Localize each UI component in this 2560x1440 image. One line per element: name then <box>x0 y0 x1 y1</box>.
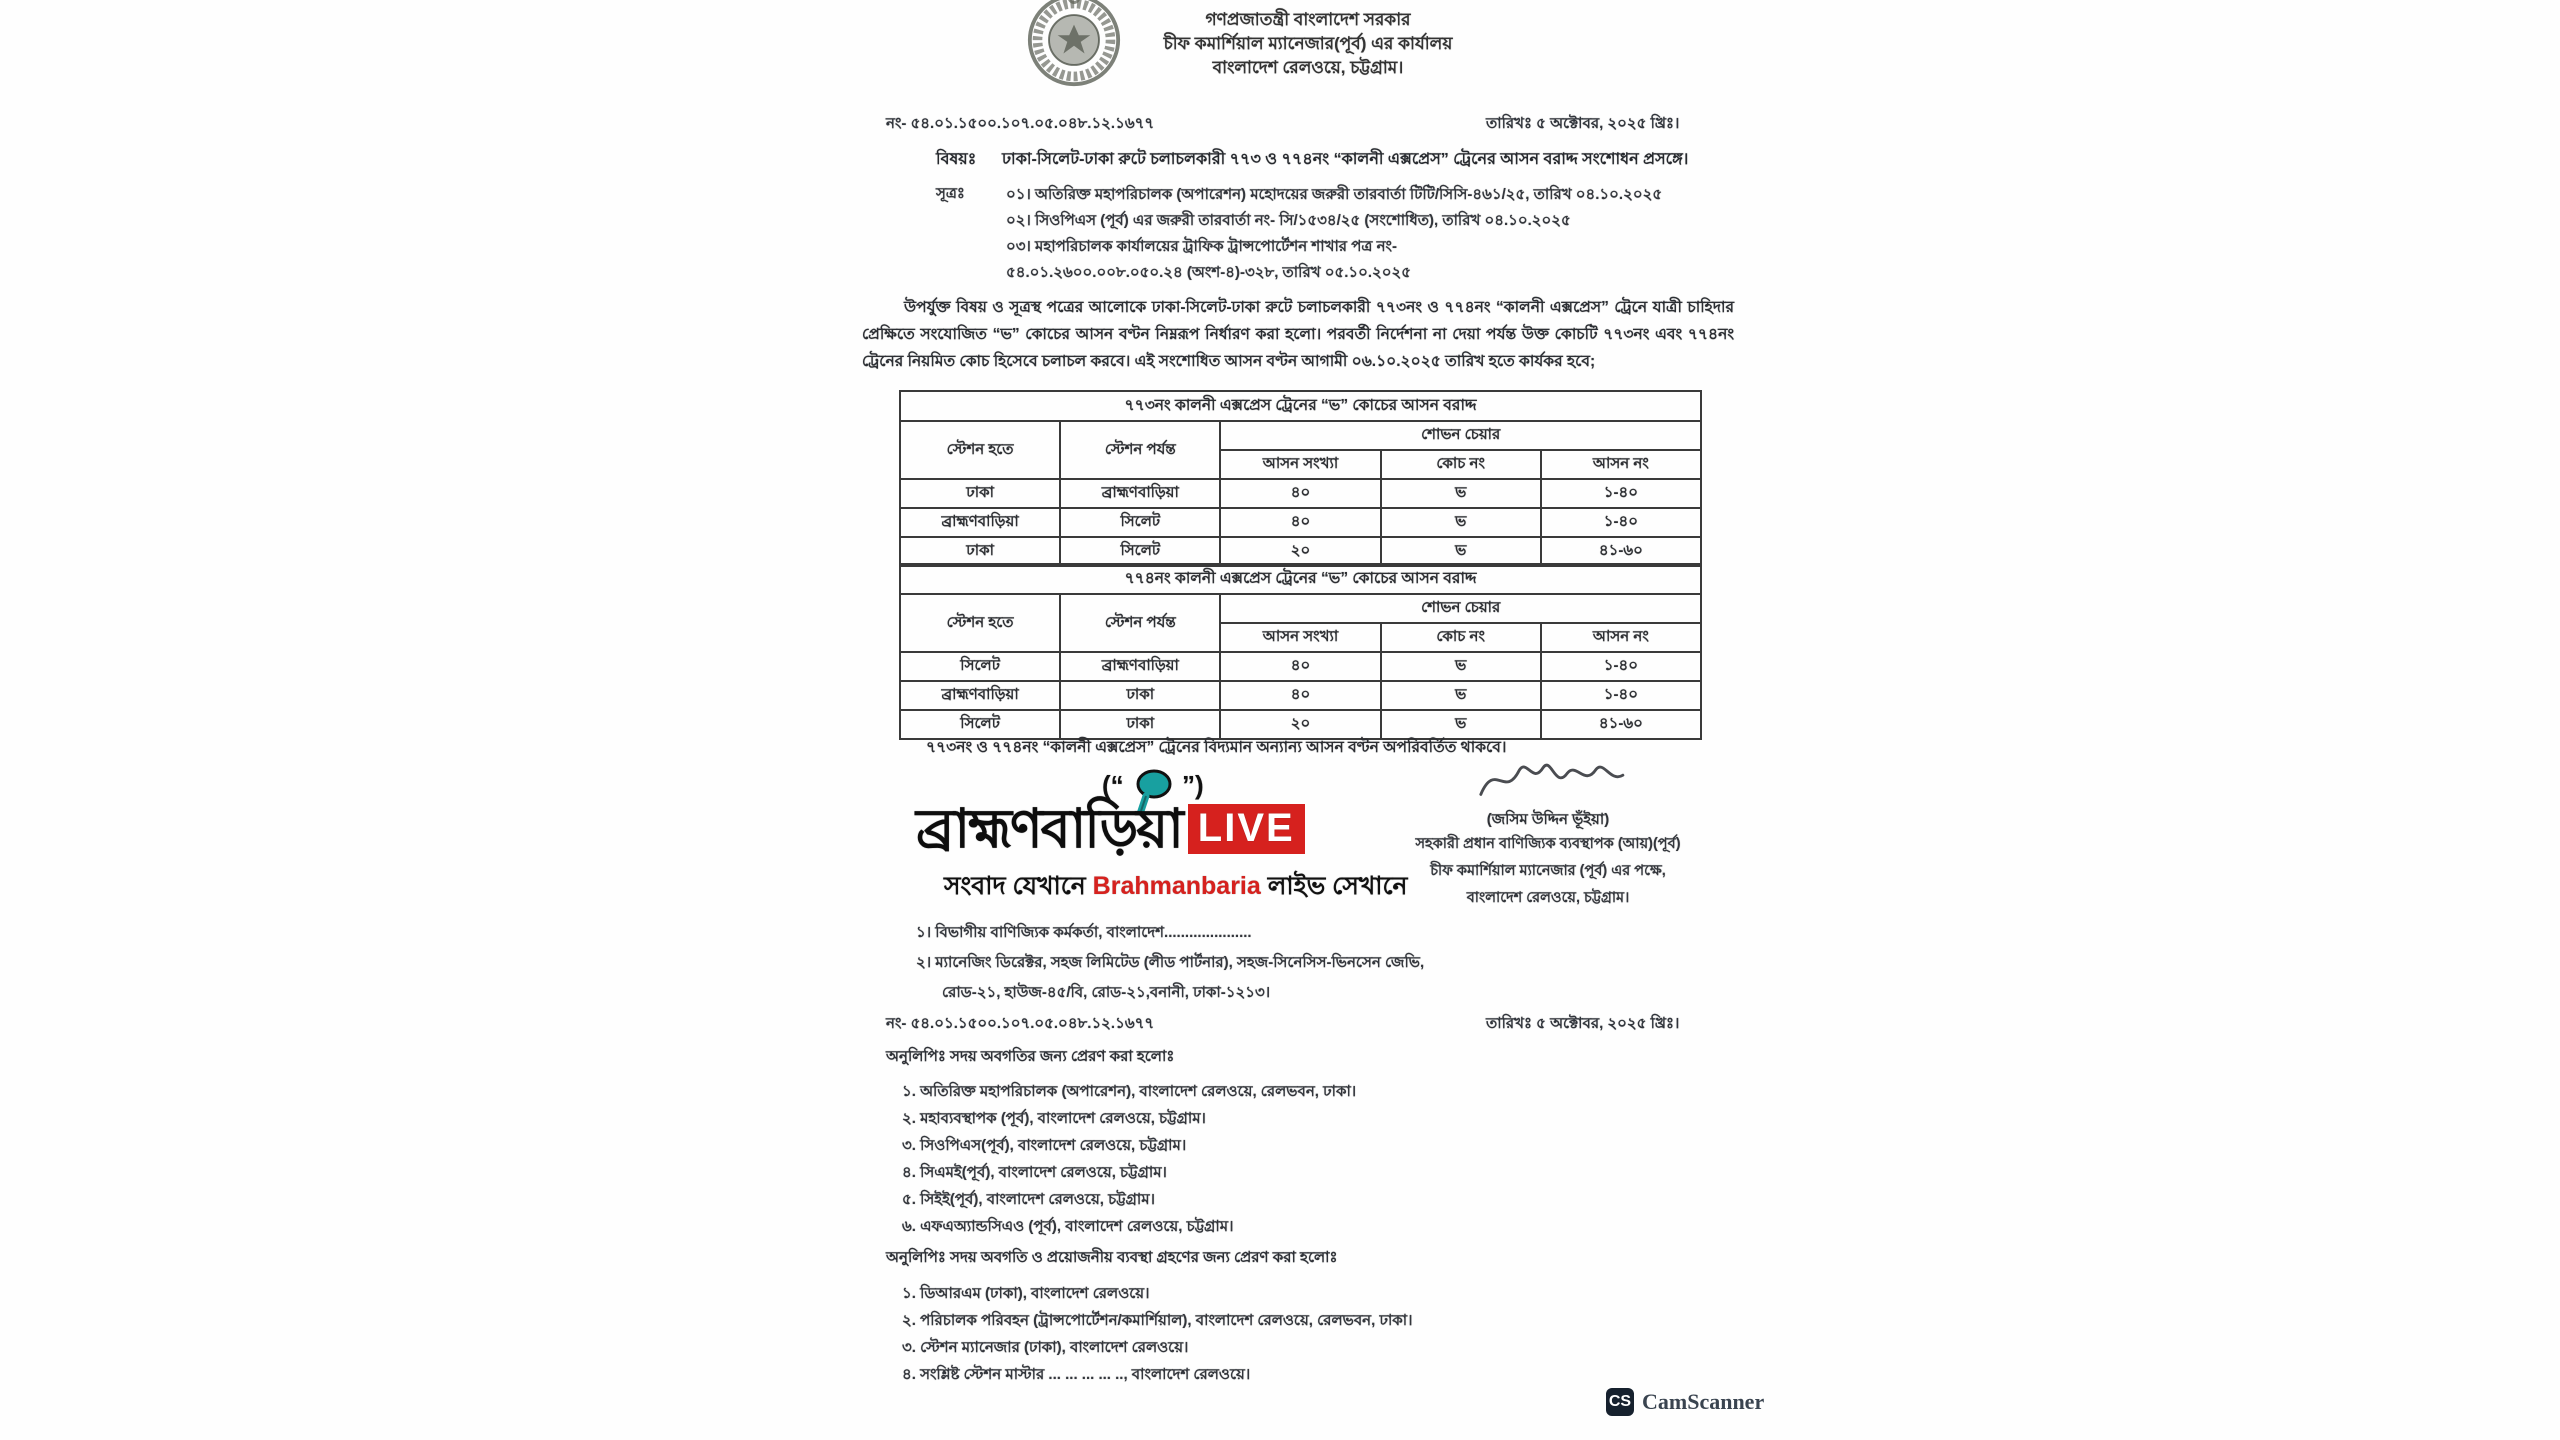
table-row <box>900 681 1701 710</box>
col-header-seats: আসন সংখ্যা <box>1220 450 1380 479</box>
cell-seatno: ৪১-৬০ <box>1541 710 1701 739</box>
letterhead-line2: চীফ কমার্শিয়াল ম্যানেজার(পূর্ব) এর কার্যালয় <box>1163 34 1453 53</box>
tagline-part: লাইভ সেখানে <box>1260 872 1408 900</box>
col-header-group: শোভন চেয়ার <box>1220 594 1701 623</box>
letterhead-line3: বাংলাদেশ রেলওয়ে, চট্টগ্রাম। <box>1212 58 1404 77</box>
table-row <box>900 508 1701 537</box>
camscanner-badge-icon: CS <box>1606 1388 1634 1416</box>
col-header-from: স্টেশন হতে <box>900 421 1060 479</box>
col-header-group: শোভন চেয়ার <box>1220 421 1701 450</box>
tagline-part: সংবাদ যেখানে <box>944 872 1093 900</box>
signer-title-3: বাংলাদেশ রেলওয়ে, চট্টগ্রাম। <box>1466 890 1630 906</box>
col-header-to: স্টেশন পর্যন্ত <box>1060 594 1220 652</box>
col-header-coach: কোচ নং <box>1381 623 1541 652</box>
table-row <box>900 479 1701 508</box>
signer-title-2: চীফ কমার্শিয়াল ম্যানেজার (পূর্ব) এর পক্ষে, <box>1430 863 1666 879</box>
copy-item: ১. অতিরিক্ত মহাপরিচালক (অপারেশন), বাংলাদেশ রেলওয়ে, রেলভবন, ঢাকা। <box>902 1083 1357 1100</box>
cell-seats: ৪০ <box>1220 652 1380 681</box>
cell-to: ব্রাহ্মণবাড়িয়া <box>1060 479 1220 508</box>
cell-coach: ভ <box>1381 537 1541 566</box>
cell-from: ঢাকা <box>900 479 1060 508</box>
cell-seatno: ১-৪০ <box>1541 508 1701 537</box>
copy-item: ৪. সিএমই(পূর্ব), বাংলাদেশ রেলওয়ে, চট্টগ্রাম। <box>902 1164 1167 1181</box>
memo-number: নং- ৫৪.০১.১৫০০.১০৭.০৫.০৪৮.১২.১৬৭৭ <box>886 115 1155 132</box>
cell-to: ব্রাহ্মণবাড়িয়া <box>1060 652 1220 681</box>
table-row <box>900 537 1701 566</box>
cell-from: সিলেট <box>900 652 1060 681</box>
signature-scrawl-icon <box>1452 756 1644 804</box>
camscanner-watermark <box>1606 1388 1764 1416</box>
distribution-item: ২। ম্যানেজিং ডিরেক্টর, সহজ লিমিটেড (লীড পার্টনার), সহজ-সিনেসিস-ভিনসেন জেভি, <box>916 954 1425 971</box>
copy-item: ২. পরিচালক পরিবহন (ট্রান্সপোর্টেশন/কমার্শিয়াল), বাংলাদেশ রেলওয়ে, রেলভবন, ঢাকা। <box>902 1312 1413 1329</box>
cell-from: ব্রাহ্মণবাড়িয়া <box>900 508 1060 537</box>
cell-seatno: ১-৪০ <box>1541 479 1701 508</box>
col-header-coach: কোচ নং <box>1381 450 1541 479</box>
distribution-list <box>916 918 1716 1008</box>
table-row <box>900 652 1701 681</box>
col-header-from: স্টেশন হতে <box>900 594 1060 652</box>
copies1-label: অনুলিপিঃ সদয় অবগতির জন্য প্রেরণ করা হলোঃ <box>886 1048 1175 1065</box>
logo-wordmark: ব্রাহ্মণবাড়িয়া <box>916 799 1182 859</box>
cell-seats: ৪০ <box>1220 508 1380 537</box>
reference-block <box>936 182 1716 286</box>
subject-row <box>936 146 1716 173</box>
copy-item: ৩. স্টেশন ম্যানেজার (ঢাকা), বাংলাদেশ রেলওয়ে। <box>902 1339 1189 1356</box>
signer-name: (জসিম উদ্দিন ভূঁইয়া) <box>1486 811 1610 828</box>
cell-coach: ভ <box>1381 681 1541 710</box>
reference-item: ০৩। মহাপরিচালক কার্যালয়ের ট্রাফিক ট্রান্সপোর্টেশন শাখার পত্র নং- <box>1006 238 1397 255</box>
reference-item: ৫৪.০১.২৬০০.০০৮.০৫০.২৪ (অংশ-৪)-৩২৮, তারিখ ০৫.১০.২০২৫ <box>1006 264 1412 281</box>
col-header-seatno: আসন নং <box>1541 623 1701 652</box>
brahmanbaria-live-logo <box>916 770 1408 910</box>
cell-seats: ২০ <box>1220 710 1380 739</box>
table-title: ৭৭৩নং কালনী এক্সপ্রেস ট্রেনের “ভ” কোচের আসন বরাদ্দ <box>900 391 1701 421</box>
copy-item: ২. মহাব্যবস্থাপক (পূর্ব), বাংলাদেশ রেলওয়ে, চট্টগ্রাম। <box>902 1110 1206 1127</box>
cell-to: সিলেট <box>1060 508 1220 537</box>
logo-tagline <box>944 866 1407 909</box>
distribution-item-continued: রোড-২১, হাউজ-৪৫/বি, রোড-২১,বনানী, ঢাকা-১২১৩। <box>942 984 1271 1001</box>
copy-item: ৩. সিওপিএস(পূর্ব), বাংলাদেশ রেলওয়ে, চট্টগ্রাম। <box>902 1137 1187 1154</box>
col-header-to: স্টেশন পর্যন্ত <box>1060 421 1220 479</box>
col-header-seatno: আসন নং <box>1541 450 1701 479</box>
memo-date-2: তারিখঃ ৫ অক্টোবর, ২০২৫ খ্রিঃ। <box>1486 1015 1680 1032</box>
svg-text:(“: (“ <box>1102 770 1124 800</box>
camscanner-text: CamScanner <box>1642 1389 1765 1414</box>
copy-item: ৫. সিইই(পূর্ব), বাংলাদেশ রেলওয়ে, চট্টগ্রাম। <box>902 1191 1155 1208</box>
signer-title-1: সহকারী প্রধান বাণিজ্যিক ব্যবস্থাপক (আয়)(পূর্ব) <box>1415 836 1681 852</box>
tagline-part: Brahmanbaria <box>1092 872 1261 900</box>
copy-item: ১. ডিআরএম (ঢাকা), বাংলাদেশ রেলওয়ে। <box>902 1285 1150 1302</box>
cell-seats: ৪০ <box>1220 681 1380 710</box>
seat-allocation-table-773 <box>899 390 1702 567</box>
memo-number-2: নং- ৫৪.০১.১৫০০.১০৭.০৫.০৪৮.১২.১৬৭৭ <box>886 1015 1155 1032</box>
svg-text:”): ”) <box>1182 770 1204 800</box>
table-title: ৭৭৪নং কালনী এক্সপ্রেস ট্রেনের “ভ” কোচের আসন বরাদ্দ <box>900 564 1701 594</box>
subject-label: বিষয়ঃ <box>936 151 977 168</box>
letterhead <box>1098 8 1518 80</box>
reference-item: ০২। সিওপিএস (পূর্ব) এর জরুরী তারবার্তা নং- সি/১৫৩৪/২৫ (সংশোধিত), তারিখ ০৪.১০.২০২৫ <box>1006 212 1571 229</box>
cell-seats: ২০ <box>1220 537 1380 566</box>
cell-to: ঢাকা <box>1060 710 1220 739</box>
cell-seats: ৪০ <box>1220 479 1380 508</box>
cell-coach: ভ <box>1381 710 1541 739</box>
unchanged-note: ৭৭৩নং ও ৭৭৪নং “কালনী এক্সপ্রেস” ট্রেনের বিদ্যমান অন্যান্য আসন বণ্টন অপরিবর্তিত থাকবে। <box>926 739 1507 756</box>
signature-block <box>1366 756 1730 912</box>
memo-date: তারিখঃ ৫ অক্টোবর, ২০২৫ খ্রিঃ। <box>1486 115 1680 132</box>
cell-to: সিলেট <box>1060 537 1220 566</box>
copy-item: ৪. সংশ্লিষ্ট স্টেশন মাস্টার ... ... ... ... .., বাংলাদেশ রেলওয়ে। <box>902 1366 1251 1383</box>
copies1-list <box>902 1078 1722 1240</box>
cell-seatno: ৪১-৬০ <box>1541 537 1701 566</box>
logo-live-badge: LIVE <box>1188 804 1305 854</box>
distribution-item: ১। বিভাগীয় বাণিজ্যিক কর্মকর্তা, বাংলাদেশ..................... <box>916 924 1252 941</box>
cell-from: ব্রাহ্মণবাড়িয়া <box>900 681 1060 710</box>
seat-allocation-table-774 <box>899 563 1702 740</box>
cell-from: ঢাকা <box>900 537 1060 566</box>
cell-seatno: ১-৪০ <box>1541 652 1701 681</box>
copies2-list <box>902 1280 1722 1388</box>
copy-item: ৬. এফএঅ্যান্ডসিএও (পূর্ব), বাংলাদেশ রেলওয়ে, চট্টগ্রাম। <box>902 1218 1234 1235</box>
reference-item: ০১। অতিরিক্ত মহাপরিচালক (অপারেশন) মহোদয়ের জরুরী তারবার্তা টিটি/সিসি-৪৬১/২৫, তারিখ ০৪.১০.২০২৫ <box>1006 186 1663 203</box>
cell-coach: ভ <box>1381 652 1541 681</box>
cell-seatno: ১-৪০ <box>1541 681 1701 710</box>
copies2-label: অনুলিপিঃ সদয় অবগতি ও প্রয়োজনীয় ব্যবস্থা গ্রহণের জন্য প্রেরণ করা হলোঃ <box>886 1249 1338 1266</box>
cell-to: ঢাকা <box>1060 681 1220 710</box>
subject-text: ঢাকা-সিলেট-ঢাকা রুটে চলাচলকারী ৭৭৩ ও ৭৭৪নং “কালনী এক্সপ্রেস” ট্রেনের আসন বরাদ্দ সংশোধন প্রসঙ্গে। <box>1002 151 1689 168</box>
body-paragraph: উপর্যুক্ত বিষয় ও সূত্রস্থ পত্রের আলোকে ঢাকা-সিলেট-ঢাকা রুটে চলাচলকারী ৭৭৩নং ও ৭৭৪নং “কালনী এক্সপ্রেস” ট্রেনে যাত্রী চাহিদার প্রেক্ষিতে সংযোজিত “ভ” কোচের আসন বণ্টন নিম্নরূপ নির্ধারণ করা হলো। পরবর্তী নির্দেশনা না দেয়া পর্যন্ত উক্ত কোচটি ৭৭৩নং এবং ৭৭৪নং ট্রেনের নিয়মিত কোচ হিসেবে চলাচল করবে। এই সংশোধিত আসন বণ্টন আগামী ০৬.১০.২০২৫ তারিখ হতে কার্যকর হবে; <box>862 299 1734 370</box>
cell-coach: ভ <box>1381 508 1541 537</box>
cell-coach: ভ <box>1381 479 1541 508</box>
col-header-seats: আসন সংখ্যা <box>1220 623 1380 652</box>
reference-label: সূত্রঃ <box>936 185 965 202</box>
cell-from: সিলেট <box>900 710 1060 739</box>
letterhead-line1: গণপ্রজাতন্ত্রী বাংলাদেশ সরকার <box>1205 10 1411 29</box>
document <box>858 0 1742 1440</box>
